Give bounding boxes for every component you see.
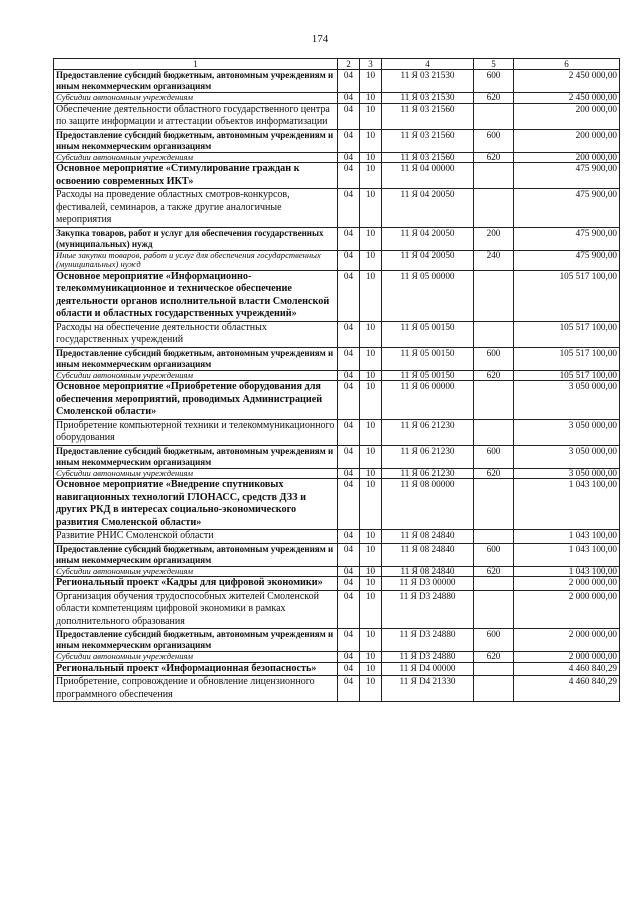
row-section-cell: 04: [338, 321, 360, 347]
row-target-article-cell: 11 Я 06 21230: [382, 419, 474, 445]
row-target-article-cell: 11 Я 05 00150: [382, 370, 474, 381]
row-name-cell: Приобретение, сопровождение и обновление лицензионного программного обеспечения: [54, 676, 338, 702]
row-name-cell: Субсидии автономным учреждениям: [54, 152, 338, 163]
row-target-article-cell: 11 Я 03 21560: [382, 129, 474, 152]
row-expense-type-cell: [474, 163, 514, 189]
row-name-cell: Субсидии автономным учреждениям: [54, 652, 338, 663]
row-section-cell: 04: [338, 676, 360, 702]
row-section-cell: 04: [338, 629, 360, 652]
row-expense-type-cell: 600: [474, 129, 514, 152]
row-section-cell: 04: [338, 163, 360, 189]
row-name-cell: Предоставление субсидий бюджетным, автономным учреждениям и иным некоммерческим организациям: [54, 445, 338, 468]
row-target-article-cell: 11 Я 04 20050: [382, 250, 474, 270]
row-expense-type-cell: [474, 321, 514, 347]
row-section-cell: 04: [338, 419, 360, 445]
row-name-cell: Региональный проект «Кадры для цифровой экономики»: [54, 577, 338, 591]
row-section-cell: 04: [338, 577, 360, 591]
row-expense-type-cell: 600: [474, 543, 514, 566]
row-subsection-cell: 10: [360, 629, 382, 652]
row-name-cell: Субсидии автономным учреждениям: [54, 468, 338, 479]
row-target-article-cell: 11 Я D3 24880: [382, 629, 474, 652]
row-target-article-cell: 11 Я 08 24840: [382, 566, 474, 577]
row-amount-cell: 3 050 000,00: [514, 419, 620, 445]
row-amount-cell: 1 043 100,00: [514, 566, 620, 577]
row-target-article-cell: 11 Я D3 00000: [382, 577, 474, 591]
row-expense-type-cell: 240: [474, 250, 514, 270]
row-expense-type-cell: [474, 479, 514, 530]
table-row: [54, 419, 620, 445]
table-row: [54, 370, 620, 381]
row-target-article-cell: 11 Я 04 20050: [382, 189, 474, 228]
row-target-article-cell: 11 Я D4 00000: [382, 662, 474, 676]
row-subsection-cell: 10: [360, 129, 382, 152]
row-name-cell: Основное мероприятие «Внедрение спутниковых навигационных технологий ГЛОНАСС, средств ДЗЗ и других РКД в интересах социально-экономического развития Смоленской области»: [54, 479, 338, 530]
row-expense-type-cell: [474, 381, 514, 420]
table-row: [54, 321, 620, 347]
row-expense-type-cell: [474, 676, 514, 702]
row-amount-cell: 105 517 100,00: [514, 347, 620, 370]
table-row: [54, 530, 620, 544]
row-amount-cell: 200 000,00: [514, 152, 620, 163]
table-row: [54, 676, 620, 702]
row-name-cell: Основное мероприятие «Стимулирование граждан к освоению современных ИКТ»: [54, 163, 338, 189]
header-col-2: 2: [338, 59, 360, 70]
row-target-article-cell: 11 Я 03 21560: [382, 152, 474, 163]
row-name-cell: Основное мероприятие «Информационно-телекоммуникационное и техническое обеспечение деятельности органов исполнительной власти Смоленской области и областных государственных учреждений»: [54, 270, 338, 321]
row-section-cell: 04: [338, 590, 360, 629]
row-subsection-cell: 10: [360, 381, 382, 420]
row-name-cell: Иные закупки товаров, работ и услуг для обеспечения государственных (муниципальных) нужд: [54, 250, 338, 270]
row-section-cell: 04: [338, 250, 360, 270]
row-amount-cell: 105 517 100,00: [514, 321, 620, 347]
row-expense-type-cell: 200: [474, 227, 514, 250]
row-subsection-cell: 10: [360, 270, 382, 321]
table-row: [54, 189, 620, 228]
row-expense-type-cell: [474, 577, 514, 591]
row-expense-type-cell: [474, 590, 514, 629]
row-amount-cell: 475 900,00: [514, 250, 620, 270]
row-target-article-cell: 11 Я 08 00000: [382, 479, 474, 530]
row-amount-cell: 105 517 100,00: [514, 270, 620, 321]
row-subsection-cell: 10: [360, 662, 382, 676]
row-subsection-cell: 10: [360, 152, 382, 163]
row-expense-type-cell: [474, 662, 514, 676]
table-header-row: [54, 59, 620, 70]
row-amount-cell: 2 000 000,00: [514, 629, 620, 652]
row-subsection-cell: 10: [360, 93, 382, 104]
row-section-cell: 04: [338, 270, 360, 321]
row-amount-cell: 4 460 840,29: [514, 662, 620, 676]
row-section-cell: 04: [338, 189, 360, 228]
row-name-cell: Предоставление субсидий бюджетным, автономным учреждениям и иным некоммерческим организациям: [54, 543, 338, 566]
row-amount-cell: 3 050 000,00: [514, 445, 620, 468]
row-section-cell: 04: [338, 543, 360, 566]
row-subsection-cell: 10: [360, 652, 382, 663]
row-amount-cell: 4 460 840,29: [514, 676, 620, 702]
row-name-cell: Субсидии автономным учреждениям: [54, 370, 338, 381]
row-section-cell: 04: [338, 652, 360, 663]
row-expense-type-cell: [474, 419, 514, 445]
header-col-4: 4: [382, 59, 474, 70]
table-row: [54, 250, 620, 270]
row-subsection-cell: 10: [360, 566, 382, 577]
row-expense-type-cell: 620: [474, 566, 514, 577]
table-row: [54, 270, 620, 321]
row-name-cell: Обеспечение деятельности областного государственного центра по защите информации и аттестации объектов информатизации: [54, 103, 338, 129]
row-subsection-cell: 10: [360, 577, 382, 591]
row-section-cell: 04: [338, 103, 360, 129]
row-expense-type-cell: [474, 103, 514, 129]
row-expense-type-cell: [474, 270, 514, 321]
row-subsection-cell: 10: [360, 590, 382, 629]
row-expense-type-cell: 600: [474, 70, 514, 93]
row-amount-cell: 475 900,00: [514, 189, 620, 228]
row-subsection-cell: 10: [360, 347, 382, 370]
row-subsection-cell: 10: [360, 479, 382, 530]
row-name-cell: Основное мероприятие «Приобретение оборудования для обеспечения мероприятий, проводимых Администрацией Смоленской области»: [54, 381, 338, 420]
row-target-article-cell: 11 Я D3 24880: [382, 652, 474, 663]
table-row: [54, 93, 620, 104]
row-target-article-cell: 11 Я 06 00000: [382, 381, 474, 420]
table-row: [54, 468, 620, 479]
row-name-cell: Предоставление субсидий бюджетным, автономным учреждениям и иным некоммерческим организациям: [54, 129, 338, 152]
row-subsection-cell: 10: [360, 189, 382, 228]
row-subsection-cell: 10: [360, 468, 382, 479]
row-amount-cell: 200 000,00: [514, 129, 620, 152]
row-target-article-cell: 11 Я 04 00000: [382, 163, 474, 189]
row-target-article-cell: 11 Я 03 21560: [382, 103, 474, 129]
row-name-cell: Расходы на проведение областных смотров-конкурсов, фестивалей, семинаров, а также другие аналогичные мероприятия: [54, 189, 338, 228]
row-amount-cell: 3 050 000,00: [514, 468, 620, 479]
row-section-cell: 04: [338, 152, 360, 163]
table-body: [54, 70, 620, 702]
row-expense-type-cell: 620: [474, 93, 514, 104]
table-row: [54, 152, 620, 163]
row-subsection-cell: 10: [360, 321, 382, 347]
row-expense-type-cell: [474, 189, 514, 228]
row-name-cell: Субсидии автономным учреждениям: [54, 93, 338, 104]
row-subsection-cell: 10: [360, 103, 382, 129]
table-row: [54, 652, 620, 663]
row-target-article-cell: 11 Я 03 21530: [382, 93, 474, 104]
row-name-cell: Предоставление субсидий бюджетным, автономным учреждениям и иным некоммерческим организациям: [54, 347, 338, 370]
table-row: [54, 347, 620, 370]
table-row: [54, 70, 620, 93]
row-target-article-cell: 11 Я 05 00000: [382, 270, 474, 321]
row-subsection-cell: 10: [360, 250, 382, 270]
table-row: [54, 103, 620, 129]
row-expense-type-cell: 600: [474, 347, 514, 370]
row-target-article-cell: 11 Я 06 21230: [382, 445, 474, 468]
row-subsection-cell: 10: [360, 543, 382, 566]
row-subsection-cell: 10: [360, 676, 382, 702]
row-expense-type-cell: [474, 530, 514, 544]
table-row: [54, 445, 620, 468]
table-row: [54, 590, 620, 629]
table-row: [54, 227, 620, 250]
row-section-cell: 04: [338, 566, 360, 577]
table-row: [54, 163, 620, 189]
table-row: [54, 662, 620, 676]
row-subsection-cell: 10: [360, 445, 382, 468]
row-section-cell: 04: [338, 70, 360, 93]
row-name-cell: Организация обучения трудоспособных жителей Смоленской области компетенциям цифровой экономики в рамках дополнительного образования: [54, 590, 338, 629]
header-col-5: 5: [474, 59, 514, 70]
row-amount-cell: 475 900,00: [514, 227, 620, 250]
row-amount-cell: 2 000 000,00: [514, 590, 620, 629]
row-name-cell: Расходы на обеспечение деятельности областных государственных учреждений: [54, 321, 338, 347]
row-amount-cell: 2 000 000,00: [514, 652, 620, 663]
row-section-cell: 04: [338, 227, 360, 250]
row-amount-cell: 200 000,00: [514, 103, 620, 129]
table-row: [54, 577, 620, 591]
row-expense-type-cell: 600: [474, 445, 514, 468]
row-expense-type-cell: 600: [474, 629, 514, 652]
row-expense-type-cell: 620: [474, 370, 514, 381]
row-name-cell: Предоставление субсидий бюджетным, автономным учреждениям и иным некоммерческим организациям: [54, 70, 338, 93]
row-section-cell: 04: [338, 370, 360, 381]
row-target-article-cell: 11 Я 05 00150: [382, 321, 474, 347]
row-section-cell: 04: [338, 479, 360, 530]
row-target-article-cell: 11 Я 05 00150: [382, 347, 474, 370]
table-row: [54, 129, 620, 152]
row-section-cell: 04: [338, 530, 360, 544]
row-subsection-cell: 10: [360, 530, 382, 544]
row-name-cell: Региональный проект «Информационная безопасность»: [54, 662, 338, 676]
row-section-cell: 04: [338, 347, 360, 370]
table-row: [54, 381, 620, 420]
row-amount-cell: 2 450 000,00: [514, 70, 620, 93]
row-section-cell: 04: [338, 129, 360, 152]
row-section-cell: 04: [338, 93, 360, 104]
row-name-cell: Закупка товаров, работ и услуг для обеспечения государственных (муниципальных) нужд: [54, 227, 338, 250]
row-amount-cell: 475 900,00: [514, 163, 620, 189]
row-target-article-cell: 11 Я 06 21230: [382, 468, 474, 479]
row-name-cell: Предоставление субсидий бюджетным, автономным учреждениям и иным некоммерческим организациям: [54, 629, 338, 652]
header-col-1: 1: [54, 59, 338, 70]
row-amount-cell: 105 517 100,00: [514, 370, 620, 381]
row-subsection-cell: 10: [360, 163, 382, 189]
budget-table: [53, 58, 620, 702]
row-section-cell: 04: [338, 468, 360, 479]
table-row: [54, 543, 620, 566]
row-subsection-cell: 10: [360, 70, 382, 93]
row-target-article-cell: 11 Я D4 21330: [382, 676, 474, 702]
row-section-cell: 04: [338, 662, 360, 676]
row-name-cell: Приобретение компьютерной техники и телекоммуникационного оборудования: [54, 419, 338, 445]
row-target-article-cell: 11 Я 08 24840: [382, 543, 474, 566]
row-amount-cell: 2 450 000,00: [514, 93, 620, 104]
row-expense-type-cell: 620: [474, 152, 514, 163]
row-section-cell: 04: [338, 381, 360, 420]
row-section-cell: 04: [338, 445, 360, 468]
row-target-article-cell: 11 Я 04 20050: [382, 227, 474, 250]
table-row: [54, 566, 620, 577]
row-amount-cell: 1 043 100,00: [514, 543, 620, 566]
row-name-cell: Субсидии автономным учреждениям: [54, 566, 338, 577]
row-expense-type-cell: 620: [474, 652, 514, 663]
table-row: [54, 629, 620, 652]
row-target-article-cell: 11 Я D3 24880: [382, 590, 474, 629]
row-subsection-cell: 10: [360, 370, 382, 381]
header-col-3: 3: [360, 59, 382, 70]
row-subsection-cell: 10: [360, 419, 382, 445]
row-amount-cell: 1 043 100,00: [514, 479, 620, 530]
row-expense-type-cell: 620: [474, 468, 514, 479]
row-subsection-cell: 10: [360, 227, 382, 250]
row-target-article-cell: 11 Я 08 24840: [382, 530, 474, 544]
row-name-cell: Развитие РНИС Смоленской области: [54, 530, 338, 544]
page-number: 174: [311, 33, 329, 45]
table-row: [54, 479, 620, 530]
row-target-article-cell: 11 Я 03 21530: [382, 70, 474, 93]
row-amount-cell: 3 050 000,00: [514, 381, 620, 420]
header-col-6: 6: [514, 59, 620, 70]
row-amount-cell: 1 043 100,00: [514, 530, 620, 544]
row-amount-cell: 2 000 000,00: [514, 577, 620, 591]
